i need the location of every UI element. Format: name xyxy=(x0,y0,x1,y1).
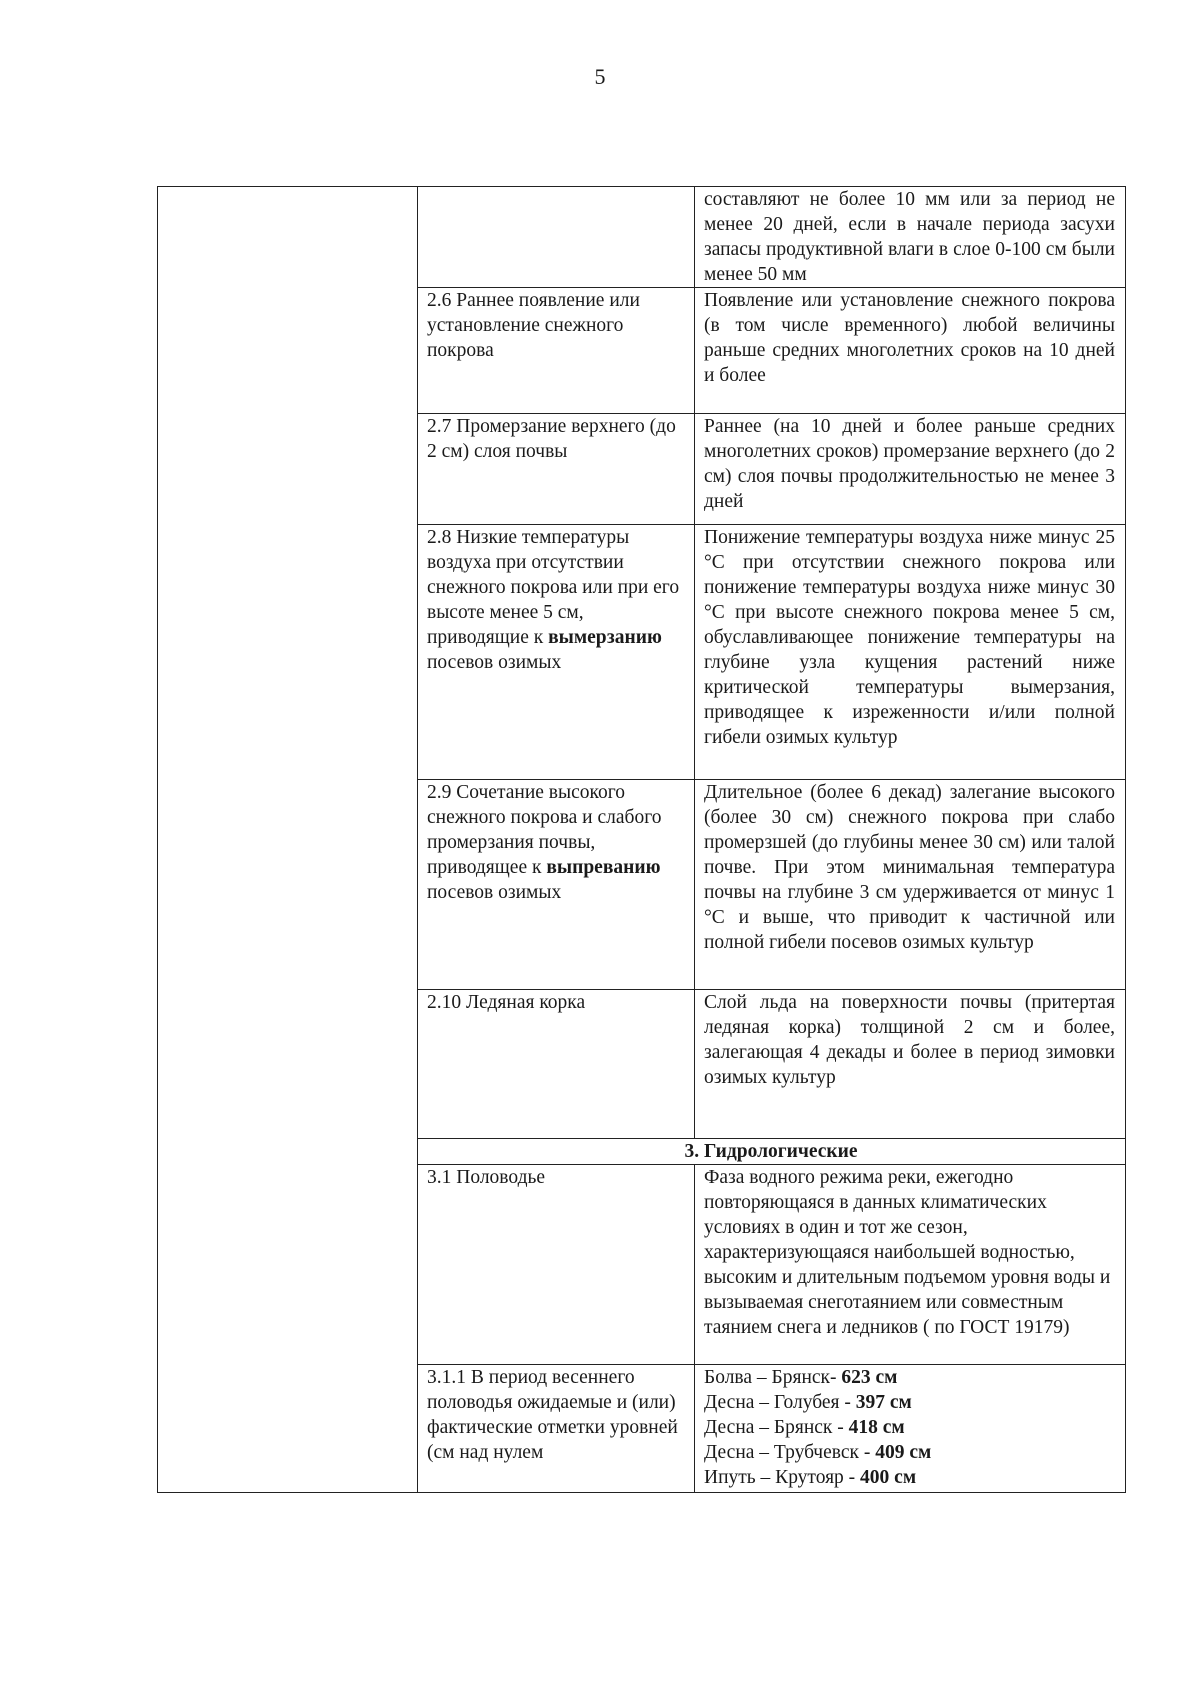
river-level-line xyxy=(704,1390,1115,1415)
river-station: Десна – Трубчевск - xyxy=(704,1442,876,1463)
table-row xyxy=(158,187,1126,288)
phenomenon-text: 2.9 Сочетание высокого снежного покрова и слабого промерзания почвы, приводящее к xyxy=(427,782,662,878)
river-station: Десна – Брянск - xyxy=(704,1417,849,1438)
phenomenon-cell: 2.7 Промерзание верхнего (до 2 см) слоя почвы xyxy=(418,414,695,525)
criterion-cell: Фаза водного режима реки, ежегодно повторяющаяся в данных климатических условиях в один и тот же сезон, характеризующаяся наибольшей водностью, высоким и длительным подъемом уровня воды и вызываемая снеготаянием или совместным таянием снега и ледников ( по ГОСТ 19179) xyxy=(695,1165,1126,1365)
phenomenon-keyword: выпреванию xyxy=(546,857,661,878)
criterion-cell: Раннее (на 10 дней и более раньше средних многолетних сроков) промерзание верхнего (до 2 см) слоя почвы продолжительностью не менее 3 дней xyxy=(695,414,1126,525)
criterion-cell: Появление или установление снежного покрова (в том числе временного) любой величины раньше средних многолетних сроков на 10 дней и более xyxy=(695,288,1126,414)
criterion-cell: Длительное (более 6 декад) залегание высокого (более 30 см) снежного покрова при слабо промерзшей (до глубины менее 30 см) или талой почве. При этом минимальная температура почвы на глубине 3 см удерживается от минус 1 °С и выше, что приводит к частичной или полной гибели посевов озимых культур xyxy=(695,780,1126,990)
phenomenon-text: посевов озимых xyxy=(427,652,562,673)
river-level-value: 400 см xyxy=(860,1467,917,1488)
criterion-cell: Слой льда на поверхности почвы (притертая ледяная корка) толщиной 2 см и более, залегающая 4 декады и более в период зимовки озимых культур xyxy=(695,990,1126,1139)
phenomenon-cell xyxy=(418,187,695,288)
phenomenon-cell xyxy=(418,525,695,780)
phenomenon-text: 2.8 Низкие температуры воздуха при отсутствии снежного покрова или при его высоте менее 5 см, приводящие к xyxy=(427,527,680,648)
river-level-line xyxy=(704,1415,1115,1440)
phenomenon-cell: 3.1 Половодье xyxy=(418,1165,695,1365)
phenomenon-keyword: вымерзанию xyxy=(548,627,662,648)
phenomenon-cell: 2.10 Ледяная корка xyxy=(418,990,695,1139)
river-level-value: 409 см xyxy=(875,1442,932,1463)
river-station: Ипуть – Крутояр - xyxy=(704,1467,861,1488)
phenomenon-text: посевов озимых xyxy=(427,882,562,903)
river-level-value: 418 см xyxy=(848,1417,905,1438)
section-heading: 3. Гидрологические xyxy=(418,1139,1126,1165)
blank-column-cell xyxy=(158,187,418,1493)
river-level-value: 623 см xyxy=(841,1367,898,1388)
phenomenon-cell xyxy=(418,780,695,990)
river-level-line xyxy=(704,1365,1115,1390)
criterion-cell: Понижение температуры воздуха ниже минус 25 °С при отсутствии снежного покрова или понижение температуры воздуха ниже минус 30 °С при высоте снежного покрова менее 5 см, обуславливающее понижение температуры на глубине узла кущения растений ниже критической температуры вымерзания, приводящее к изреженности и/или полной гибели озимых культур xyxy=(695,525,1126,780)
river-station: Десна – Голубея - xyxy=(704,1392,856,1413)
river-station: Болва – Брянск- xyxy=(704,1367,842,1388)
river-level-line xyxy=(704,1465,1115,1490)
phenomenon-cell: 2.6 Раннее появление или установление снежного покрова xyxy=(418,288,695,414)
phenomenon-cell: 3.1.1 В период весеннего половодья ожидаемые и (или) фактические отметки уровней (см над нулем xyxy=(418,1365,695,1493)
river-level-value: 397 см xyxy=(855,1392,912,1413)
river-level-line xyxy=(704,1440,1115,1465)
river-levels-cell xyxy=(695,1365,1126,1493)
criterion-cell: составляют не более 10 мм или за период не менее 20 дней, если в начале периода засухи запасы продуктивной влаги в слое 0-100 см были менее 50 мм xyxy=(695,187,1126,288)
page-number: 5 xyxy=(594,64,606,89)
hazard-criteria-table xyxy=(157,186,1126,1493)
